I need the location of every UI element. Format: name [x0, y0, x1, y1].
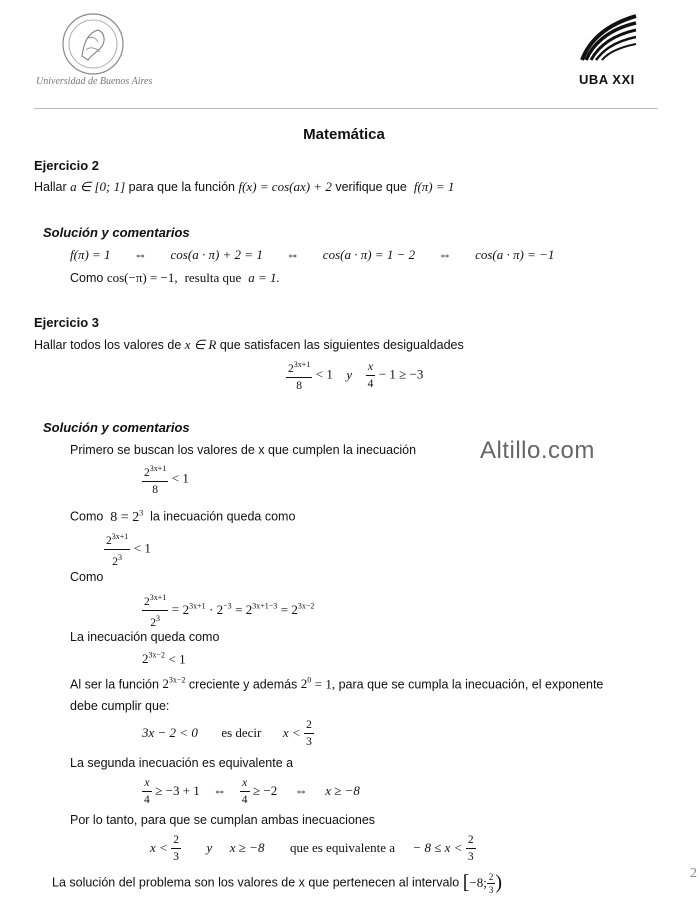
ej2-domain: a ∈ [0; 1]	[70, 179, 126, 194]
ej3-p7: La segunda inecuación es equivalente a	[70, 756, 294, 770]
ej3-p8: Por lo tanto, para que se cumplan ambas inecuaciones	[70, 813, 376, 827]
formula-2: $\frac{2^{3x+1}}{2^3}$ < 1	[106, 532, 151, 568]
ineq1-fraction: $\frac{2^{3x+1}}{8}$	[288, 360, 311, 392]
ej3-statement: Hallar todos los valores de x ∈ R que satisfacen las siguientes desigualdades	[34, 337, 464, 352]
ineq2-fraction: $\frac{x}{4}$	[367, 360, 374, 390]
ej3-final-answer: La solución del problema son los valores de x que pertenecen al intervalo [−8; $\frac{2}{3}$ )	[52, 872, 502, 895]
ej3-p5: Al ser la función $2^{3x-2}$ creciente y además $2^0 = 1$, para que se cumpla la inecuación, el exponente	[70, 676, 604, 692]
ej2-condition: f(π) = 1	[413, 179, 455, 194]
ej2-conclusion: Como cos(−π) = −1, resulta que a = 1.	[70, 270, 280, 285]
ej3-heading: Ejercicio 3	[34, 315, 100, 330]
uba-xxi-label: UBA XXI	[579, 72, 635, 87]
formula-3: $\frac{2^{3x+1}}{2^3}$ = $2^{3x+1} \cdot 2^{-3} = 2^{3x+1-3} = 2^{3x-2}$	[144, 593, 315, 629]
watermark: Altillo.com	[480, 437, 595, 464]
ej3-p1: Primero se buscan los valores de x que cumplen la inecuación	[70, 443, 417, 457]
formula-5: 3x − 2 < 0 es decir x < $\frac{2}{3}$	[142, 719, 312, 748]
ej3-p4: La inecuación queda como	[70, 630, 220, 644]
formula-6: $\frac{x}{4}$ ≥ −3 + 1 ⇔ $\frac{x}{4}$ ≥ −2 ⇔ x ≥ −8	[144, 777, 360, 806]
ej2-equation-chain: f(π) = 1 ⇔ cos(a · π) + 2 = 1 ⇔ cos(a · π) = 1 − 2 ⇔ cos(a · π) = −1	[70, 247, 555, 262]
ej3-solution-heading: Solución y comentarios	[43, 420, 190, 435]
formula-7: x < $\frac{2}{3}$ y x ≥ −8 que es equivalente a − 8 ≤ x < $\frac{2}{3}$	[150, 834, 474, 863]
ej3-p2: Como $8 = 2^3$ la inecuación queda como	[70, 508, 296, 525]
university-caption: Universidad de Buenos Aires	[36, 76, 153, 87]
ej3-inequalities: $\frac{2^{3x+1}}{8}$ < 1 y $\frac{x}{4}$ − 1 ≥ −3	[288, 360, 424, 392]
ej3-p3: Como	[70, 570, 104, 584]
ej2-function: f(x) = cos(ax) + 2	[238, 179, 332, 194]
final-interval: [−8; $\frac{2}{3}$ )	[462, 872, 502, 895]
university-seal-logo	[58, 10, 128, 78]
ej2-heading: Ejercicio 2	[34, 158, 100, 173]
formula-1: $\frac{2^{3x+1}}{8}$ < 1	[144, 464, 189, 496]
ej2-solution-heading: Solución y comentarios	[43, 225, 190, 240]
formula-4: $2^{3x-2} < 1$	[142, 651, 186, 667]
uba-xxi-logo	[578, 14, 640, 62]
ej2-statement: Hallar a ∈ [0; 1] para que la función f(x) = cos(ax) + 2 verifique que f(π) = 1	[34, 179, 455, 194]
ej3-p6: debe cumplir que:	[70, 699, 170, 713]
header-divider	[34, 108, 658, 109]
page-title: Matemática	[303, 126, 385, 143]
page-number: 2	[690, 866, 697, 881]
